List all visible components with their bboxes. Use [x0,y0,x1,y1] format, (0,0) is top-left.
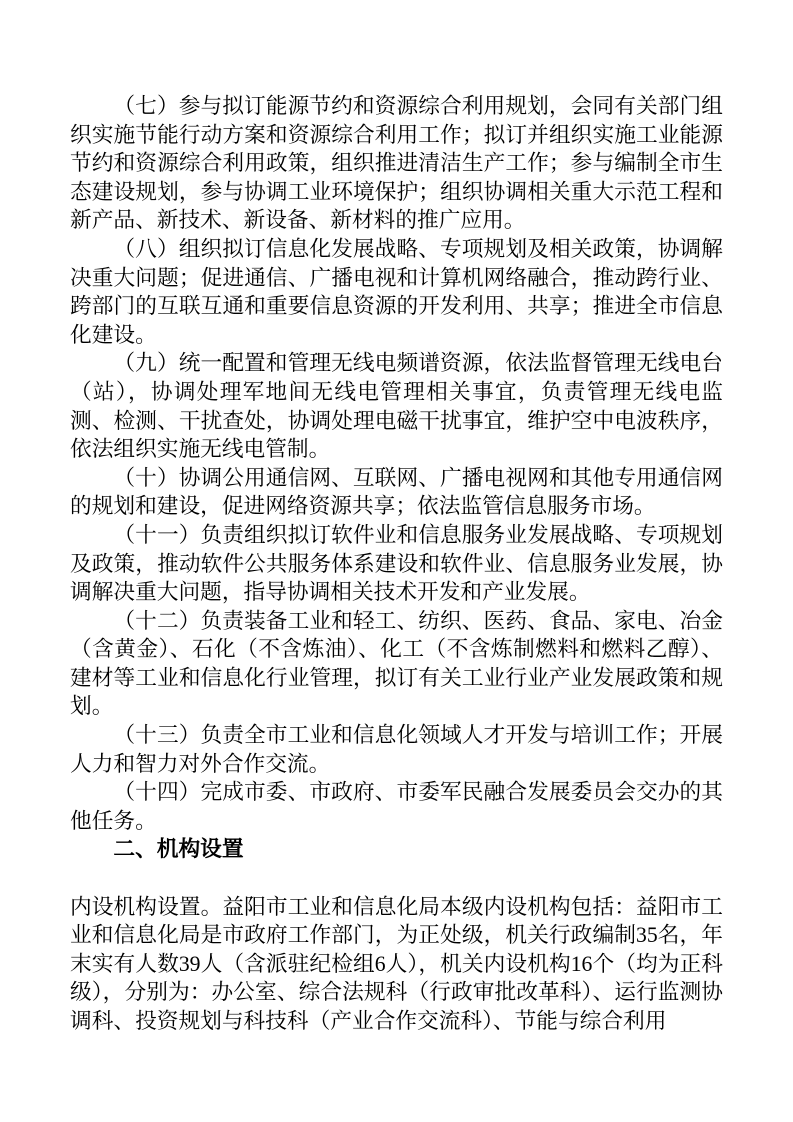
duty-item-8: （八）组织拟订信息化发展战略、专项规划及相关政策，协调解决重大问题；促进通信、广播电视和计算机网络融合，推动跨行业、跨部门的互联互通和重要信息资源的开发利用、共享；推进全市信息化建设。 [70,236,723,347]
duty-item-9: （九）统一配置和管理无线电频谱资源，依法监督管理无线电台（站），协调处理军地间无线电管理相关事宜，负责管理无线电监测、检测、干扰查处，协调处理电磁干扰事宜，维护空中电波秩序，依法组织实施无线电管制。 [70,351,723,462]
duty-item-14: （十四）完成市委、市政府、市委军民融合发展委员会交办的其他任务。 [70,780,723,833]
duty-item-12: （十二）负责装备工业和轻工、纺织、医药、食品、家电、冶金（含黄金）、石化（不含炼油）、化工（不含炼制燃料和燃料乙醇）、建材等工业和信息化行业管理，拟订有关工业行业产业发展政策和规划。 [70,608,723,719]
org-setup-paragraph: 内设机构设置。益阳市工业和信息化局本级内设机构包括：益阳市工业和信息化局是市政府工作部门，为正处级，机关行政编制35名，年末实有人数39人（含派驻纪检组6人），机关内设机构16个（均为正科级），分别为：办公室、综合法规科（行政审批改革科）、运行监测协调科、投资规划与科技科（产业合作交流科）、节能与综合利用 [70,894,723,1033]
section-heading-2: 二、机构设置 [113,836,244,862]
duty-item-10: （十）协调公用通信网、互联网、广播电视网和其他专用通信网的规划和建设，促进网络资源共享；依法监管信息服务市场。 [70,465,723,519]
document-content [70,92,723,1036]
duty-item-7: （七）参与拟订能源节约和资源综合利用规划，会同有关部门组织实施节能行动方案和资源综合利用工作；拟订并组织实施工业能源节约和资源综合利用政策，组织推进清洁生产工作；参与编制全市生态建设规划，参与协调工业环境保护；组织协调相关重大示范工程和新产品、新技术、新设备、新材料的推广应用。 [70,94,723,233]
duty-item-11: （十一）负责组织拟订软件业和信息服务业发展战略、专项规划及政策，推动软件公共服务体系建设和软件业、信息服务业发展，协调解决重大问题，指导协调相关技术开发和产业发展。 [70,522,723,605]
duty-item-13: （十三）负责全市工业和信息化领域人才开发与培训工作；开展人力和智力对外合作交流。 [70,723,723,776]
